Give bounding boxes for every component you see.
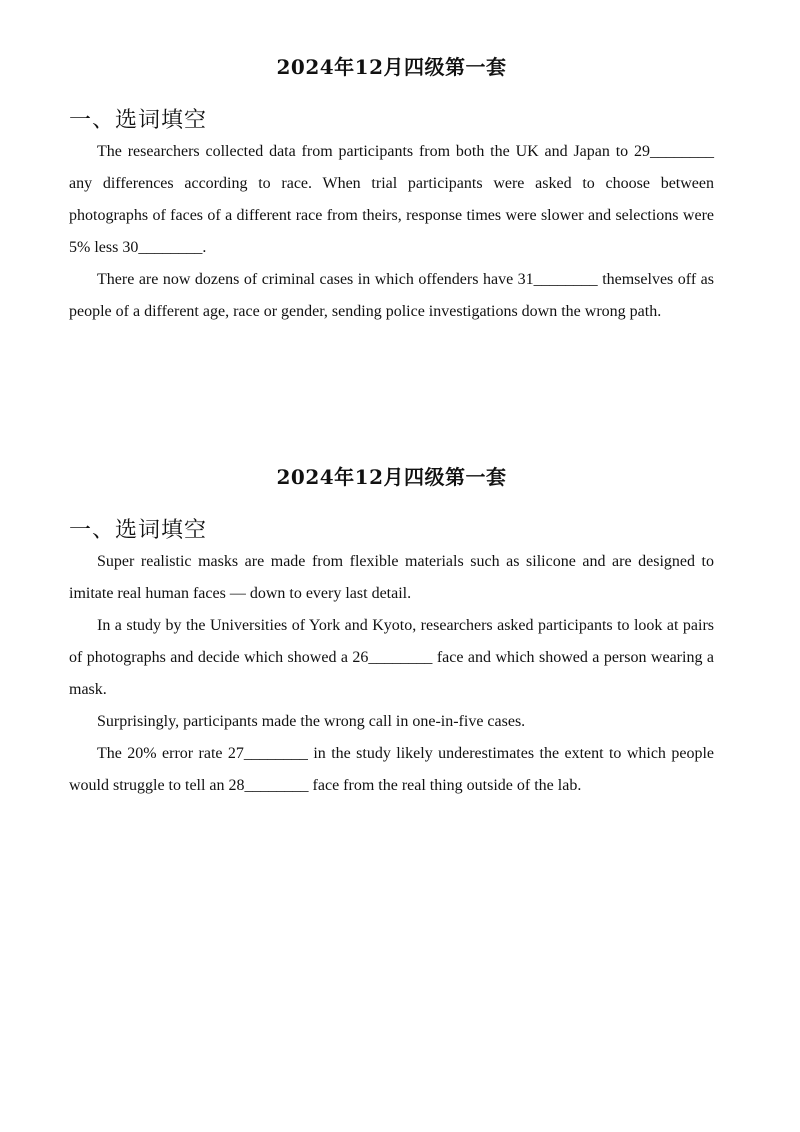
section-heading: 一、选词填空 [69, 108, 208, 133]
paragraph: Surprisingly, participants made the wrong call in one-in-five cases. [97, 713, 526, 730]
paragraph: The researchers collected data from participants from both the UK and Japan to 29________ any differences according to race. When trial participants were asked to choose between photographs of faces of a different race from theirs, response times were slower and selections were 5% less 30________. [69, 143, 714, 256]
page-title: 2024年12月四级第一套 [276, 55, 507, 79]
paragraph: The 20% error rate 27________ in the study likely underestimates the extent to which people would struggle to tell an 28________ face from the real thing outside of the lab. [69, 745, 714, 794]
page-title: 2024年12月四级第一套 [276, 465, 507, 489]
paragraph: In a study by the Universities of York and Kyoto, researchers asked participants to look at pairs of photographs and decide which showed a 26________ face and which showed a person wearing a mask. [69, 617, 714, 698]
section-heading: 一、选词填空 [69, 518, 208, 543]
paragraph: There are now dozens of criminal cases in which offenders have 31________ themselves off as people of a different age, race or gender, sending police investigations down the wrong path. [69, 271, 714, 320]
exercise-section-1 [69, 50, 714, 328]
paragraph: Super realistic masks are made from flexible materials such as silicone and are designed to imitate real human faces — down to every last detail. [69, 553, 714, 602]
exercise-section-2 [69, 460, 714, 802]
